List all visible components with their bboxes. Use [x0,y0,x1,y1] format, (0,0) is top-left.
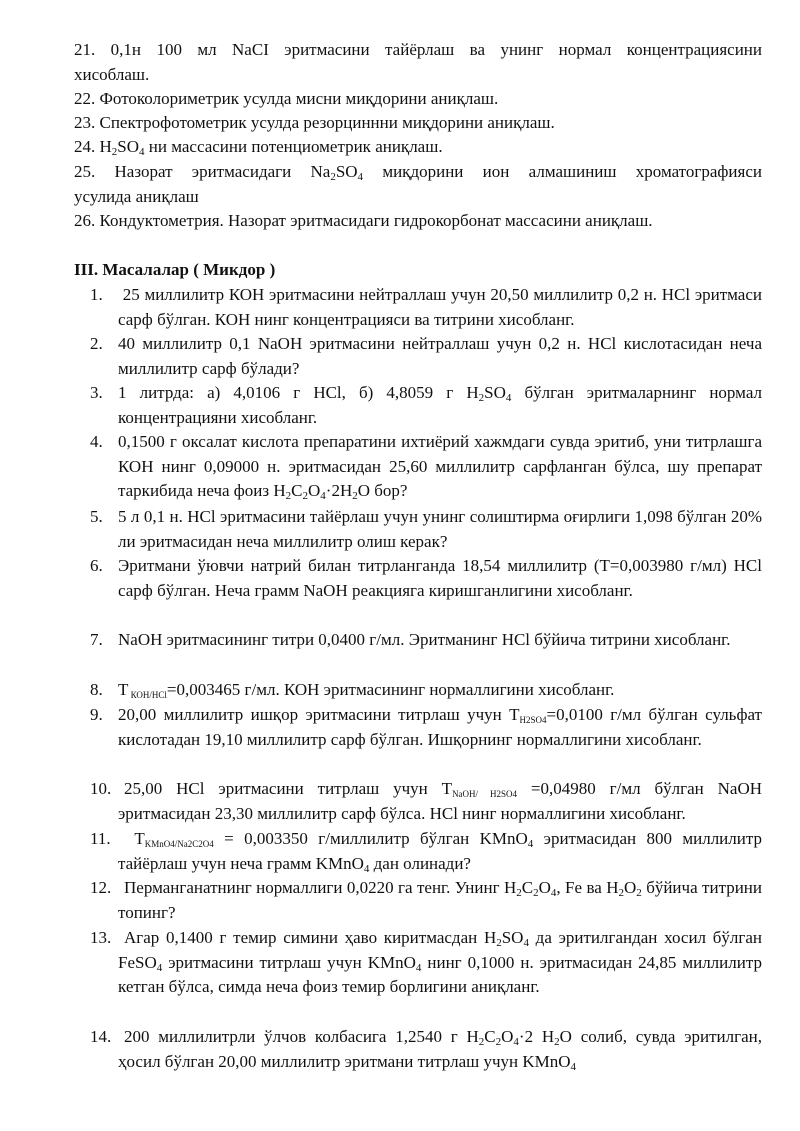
problem-number: 3. [90,383,103,402]
section-heading: III. Масалалар ( Микдор ) [74,260,276,279]
problem-7: 7. NaOH эритмасининг титри 0,0400 г/мл. Эритманинг HCl бўйича титрини хисобланг. [74,628,762,653]
problem-10: 10. 25,00 HCl эритмасини титрлаш учун $Т_{NaOH/ H2SO4} =0,04980$ г/мл бўлган NaOH эритмасидан 23,30 миллилитр сарф бўлса. HCl нинг нормаллигини хисобланг. [90,779,762,823]
problem-13: 13. Агар 0,1400 г темир симини ҳаво киритмасдан $H_2SO_4$ да эритилгандан хосил бўлган FeSO$_4$ эритмасини титрлаш учун KMnO$_4$ нинг 0,1000 н. эритмасидан 24,85 миллилитр кетган бўлса, симда неча фоиз темир борлигини аниқланг. [90,928,762,996]
problem-number: 13. [90,928,112,947]
task-24: 24. $H_2SO_4$ ни массасини потенциометрик аниқлаш. [74,137,443,158]
problem-8: 8. Т $_{КОН/HCl}$=0,003465 г/мл. КОН эритмасининг нормаллигини хисобланг. [74,678,762,703]
task-25 [74,160,762,209]
task-26: 26. Кондуктометрия. Назорат эритмасидаги гидрокорбонат массасини аниқлаш. [74,211,653,230]
problem-12: 12. Перманганатнинг нормаллиги 0,0220 га тенг. Унинг $H_2C_2O_4$, Fe ва $H_2O_2$ бўйича титрини топинг? [90,878,762,922]
problem-number: 9. [90,705,103,724]
problem-3: 3. 1 литрда: а) 4,0106 г HCl, б) 4,8059 г $H_2SO_4$ бўлган эритмаларнинг нормал концентрацияни хисобланг. [90,383,762,427]
problem-11: 11. $Т_{KMnO4/Na2C2O4} = 0,003350$ г/миллилитр бўлган KMnO$_4$ эритмасидан 800 миллилитр тайёрлаш учун неча грамм KMnO$_4$ дан олинади? [90,829,762,875]
problem-6: 6. Эритмани ўювчи натрий билан титрланганда 18,54 миллилитр (Т=0,003980 г/мл) HCl сарф бўлган. Неча грамм NaOH реакцияга киришганлигини хисобланг. [90,556,762,600]
problem-number: 7. [90,630,103,649]
problem-number: 1. [90,285,103,304]
task-25-line2: усулида аниқлаш [74,186,199,206]
problem-number: 4. [90,432,103,451]
problem-number: 14. [90,1027,112,1046]
task-25-line1: 25. Назорат эритмасидаги $Na_2SO_4$ миқдорини ион алмашиниш хроматографияси [74,162,762,183]
problem-number: 6. [90,556,103,575]
task-21-line1: 21. 0,1н 100 мл NaCI эритмасини тайёрлаш ва унинг нормал концентрациясини [74,40,762,59]
problem-1: 1. 25 миллилитр КОН эритмасини нейтраллаш учун 20,50 миллилитр 0,2 н. HCl эритмаси сарф бўлган. КОН нинг концентрацияси ва титрини хисобланг. [90,285,762,329]
task-21-line2: хисоблаш. [74,64,150,84]
problem-number: 12. [90,878,112,897]
problem-5: 5. 5 л 0,1 н. HCl эритмасини тайёрлаш учун унинг солиштирма оғирлиги 1,098 бўлган 20% ли эритмасидан неча миллилитр олиш керак? [90,507,762,551]
problem-number: 2. [90,334,103,353]
problem-number: 8. [90,680,103,699]
problem-number: 10. [90,779,112,798]
problem-2: 2. 40 миллилитр 0,1 NaOH эритмасини нейтраллаш учун 0,2 н. HCl кислотасидан неча миллилитр сарф бўлади? [90,334,762,378]
problem-9: 9. 20,00 миллилитр ишқор эритмасини титрлаш учун $Т_{H2SO4}=0,0100$ г/мл бўлган сульфат кислотадан 19,10 миллилитр сарф бўлган. Ишқорнинг нормаллигини хисобланг. [90,705,762,749]
problem-number: 11. [90,829,111,848]
problem-4: 4. 0,1500 г оксалат кислота препаратини ихтиёрий хажмдаги сувда эритиб, уни титрлашга КОН нинг 0,09000 н. эритмасидан 25,60 миллилитр сарфланган бўлса, шу препарат таркибида неча фоиз $H_2C_2O_4\cdot 2H_2O$ бор? [90,432,762,502]
problem-14: 14. 200 миллилитрли ўлчов колбасига 1,2540 г $H_2C_2O_4\cdot 2$ $H_2O$ солиб, сувда эритилган, ҳосил бўлган 20,00 миллилитр эритмани титрлаш учун KMnO$_4$ [90,1027,762,1073]
task-22: 22. Фотоколориметрик усулда мисни миқдорини аниқлаш. [74,89,499,108]
problem-number: 5. [90,507,103,526]
task-23: 23. Спектрофотометрик усулда резорциннни миқдорини аниқлаш. [74,113,555,132]
task-21 [74,38,762,87]
